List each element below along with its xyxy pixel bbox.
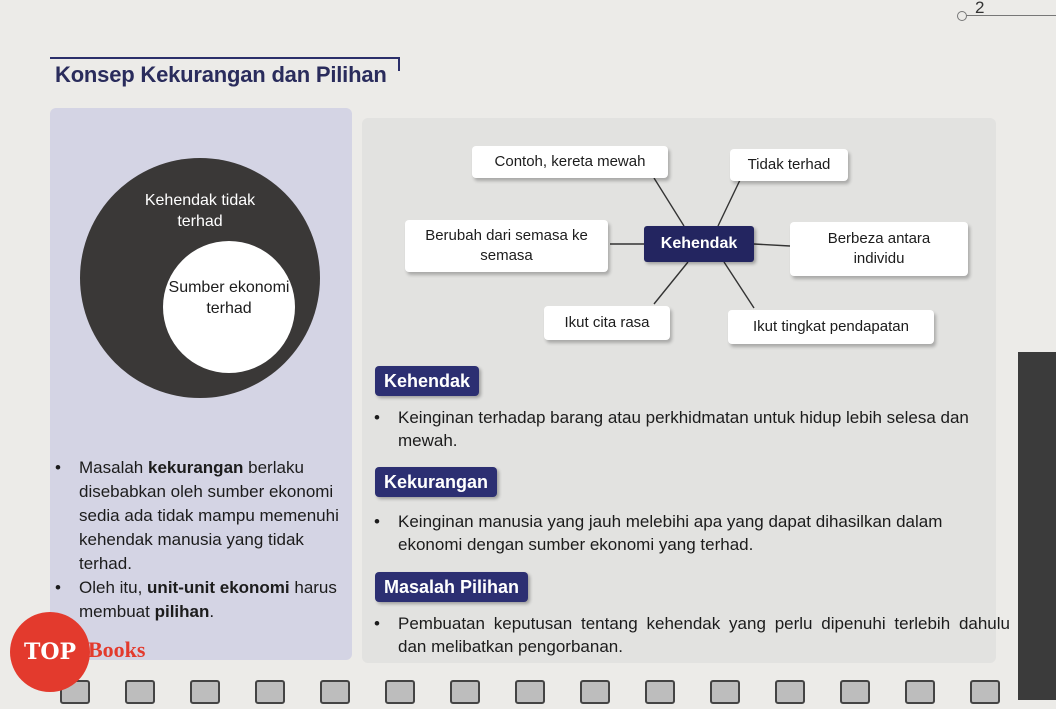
term-tag-masalah-pilihan: Masalah Pilihan [375, 572, 528, 602]
page-edge-shadow [1018, 352, 1056, 700]
definition-masalah-pilihan: • Pembuatan keputusan tentang kehendak yang perlu dipenuhi terlebih dahulu dan melibatkan pengorbanan. [374, 612, 1010, 658]
definition-kehendak: • Keinginan terhadap barang atau perkhidmatan untuk hidup lebih selesa dan mewah. [374, 406, 1010, 452]
definition-kekurangan: • Keinginan manusia yang jauh melebihi apa yang dapat dihasilkan dalam ekonomi dengan sumber ekonomi yang terhad. [374, 510, 1010, 556]
mindmap-node: Contoh, kereta mewah [472, 146, 668, 178]
spiral-binding [60, 680, 1035, 709]
bullet-text: harus membuat [79, 578, 337, 621]
binding-hole [515, 680, 545, 704]
binding-hole [710, 680, 740, 704]
topbooks-logo [10, 612, 90, 692]
term-tag-kekurangan: Kekurangan [375, 467, 497, 497]
bullet-bold-text: kekurangan [147, 458, 244, 477]
connector-line [654, 262, 688, 304]
wants-label: Kehendak tidak terhad [144, 192, 256, 230]
connector-line [754, 244, 790, 246]
mindmap-node: Ikut cita rasa [544, 306, 670, 340]
mindmap-center: Kehendak [644, 226, 754, 262]
bullet-bold-text: pilihan [154, 602, 210, 621]
binding-hole [450, 680, 480, 704]
connector-line [724, 262, 754, 308]
connector-line [654, 178, 684, 226]
page-title: Konsep Kekurangan dan Pilihan [55, 62, 387, 87]
binding-hole [385, 680, 415, 704]
binding-hole [125, 680, 155, 704]
term-tag-kehendak: Kehendak [375, 366, 479, 396]
mindmap-node: Tidak terhad [730, 149, 848, 181]
bullet-text: Masalah [79, 458, 148, 477]
resources-label: Sumber ekonomi terhad [168, 279, 290, 317]
mindmap-node: Berbeza antara individu [790, 222, 968, 276]
bullet-bold-text: unit-unit ekonomi [147, 578, 290, 597]
connector-line [718, 180, 740, 226]
mindmap-node: Berubah dari semasa ke semasa [405, 220, 608, 272]
logo-top-text: TOP [23, 639, 77, 665]
binding-hole [580, 680, 610, 704]
binding-hole [970, 680, 1000, 704]
binding-hole [320, 680, 350, 704]
binding-hole [190, 680, 220, 704]
binding-hole [905, 680, 935, 704]
bullet-text: Oleh itu, [79, 578, 148, 597]
logo-books-text: Books [88, 637, 146, 662]
bullet-text: berlaku disebabkan oleh sumber ekonomi sedia ada tidak mampu memenuhi kehendak manusia yang tidak terhad. [79, 458, 339, 573]
binding-hole [840, 680, 870, 704]
mindmap-node: Ikut tingkat pendapatan [728, 310, 934, 344]
page-number: 2 [975, 0, 985, 17]
bullet-text: . [209, 602, 215, 621]
binding-hole [645, 680, 675, 704]
binding-hole [255, 680, 285, 704]
binding-hole [775, 680, 805, 704]
